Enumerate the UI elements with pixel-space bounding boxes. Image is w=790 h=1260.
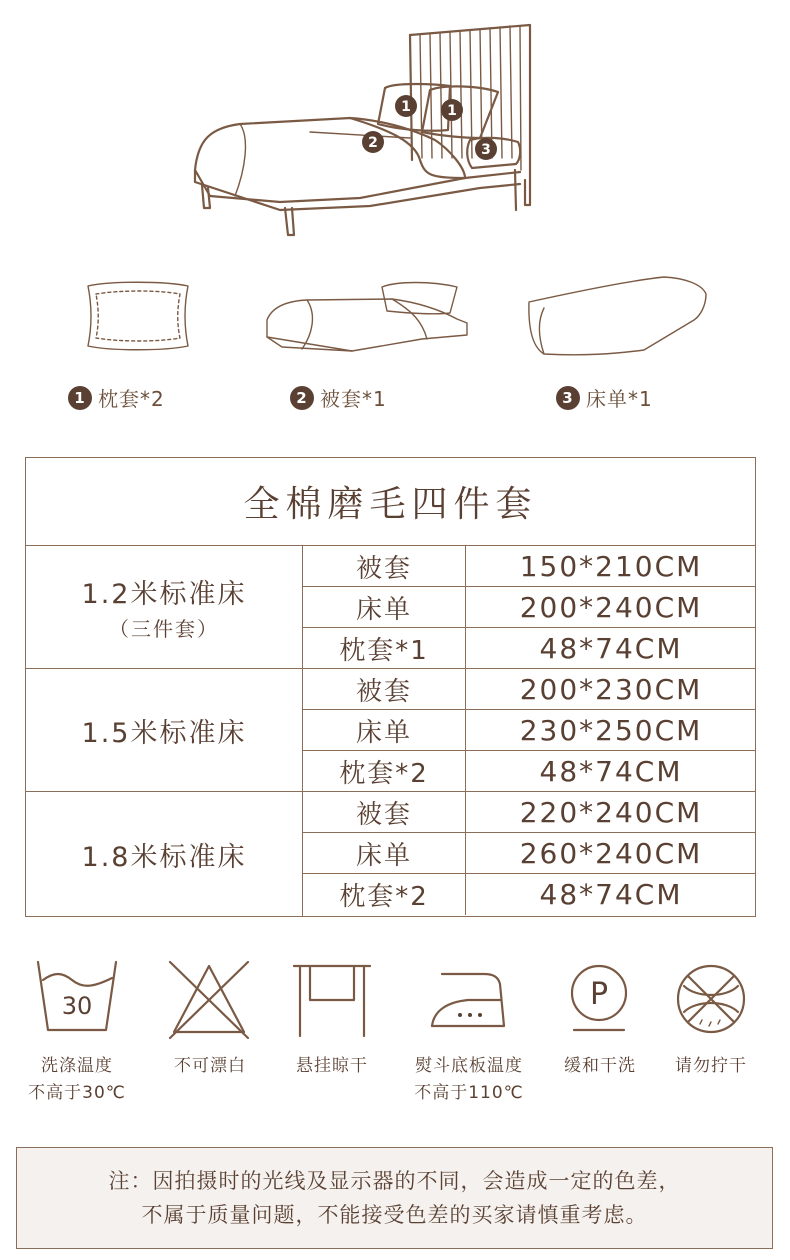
table-group-1-5m	[26, 669, 755, 792]
bed-illustration	[180, 20, 540, 240]
care-text-line1: 悬挂晾干	[296, 1056, 368, 1076]
item-text: 被套*1	[320, 387, 387, 411]
piece-name: 床单	[303, 587, 466, 627]
care-text-line2: 不高于110℃	[414, 1083, 524, 1103]
table-row	[303, 587, 756, 628]
table-group-1-2m	[26, 546, 755, 669]
duvet-cover-image	[262, 275, 472, 357]
color-disclaimer-note	[16, 1147, 773, 1249]
piece-size: 230*250CM	[519, 713, 703, 747]
bed-marker-pillow-2: 1	[447, 103, 457, 119]
piece-name: 枕套*2	[303, 874, 466, 915]
bed-marker-duvet: 2	[368, 135, 378, 151]
care-label-dryclean	[540, 1053, 660, 1080]
piece-size: 260*240CM	[519, 836, 703, 870]
no-wring-icon	[674, 962, 748, 1036]
piece-size: 150*210CM	[519, 549, 703, 583]
piece-size: 48*74CM	[539, 878, 683, 911]
table-row	[303, 751, 756, 792]
note-line1: 注：因拍摄时的光线及显示器的不同，会造成一定的色差，	[108, 1169, 681, 1193]
care-text-line1: 缓和干洗	[564, 1056, 636, 1076]
table-row	[303, 628, 756, 669]
num-badge: 1	[68, 386, 92, 410]
piece-name: 被套	[303, 792, 466, 832]
item-text: 枕套*2	[98, 387, 165, 411]
bed-size-label: 1.8米标准床	[81, 841, 247, 873]
table-row	[303, 546, 756, 587]
bed-marker-sheet: 3	[481, 142, 491, 158]
piece-name: 床单	[303, 833, 466, 873]
bed-size-cell	[26, 669, 303, 791]
piece-size: 48*74CM	[539, 755, 683, 788]
care-label-iron	[396, 1053, 542, 1107]
table-title: 全棉磨毛四件套	[26, 458, 755, 546]
piece-size: 200*240CM	[519, 590, 703, 624]
care-label-wring	[650, 1053, 772, 1080]
bed-size-sub: （三件套）	[109, 617, 219, 641]
care-text-line1: 洗涤温度	[41, 1056, 113, 1076]
item-label-pillowcase	[68, 383, 165, 412]
table-row	[303, 833, 756, 874]
piece-size: 220*240CM	[519, 795, 703, 829]
care-text-line1: 不可漂白	[174, 1056, 246, 1076]
item-label-sheet	[556, 383, 653, 412]
bed-size-label: 1.5米标准床	[81, 717, 247, 749]
piece-name: 被套	[303, 669, 466, 709]
care-text-line2: 不高于30℃	[28, 1083, 126, 1103]
bed-marker-pillow-1: 1	[401, 99, 411, 115]
hang-dry-icon	[290, 962, 374, 1038]
care-label-hang	[272, 1053, 392, 1080]
piece-name: 枕套*1	[303, 628, 466, 669]
wash-30-icon	[34, 958, 120, 1038]
table-row	[303, 792, 756, 833]
piece-name: 床单	[303, 710, 466, 750]
spec-table	[25, 457, 756, 917]
bed-size-cell	[26, 792, 303, 916]
piece-name: 枕套*2	[303, 751, 466, 792]
piece-size: 200*230CM	[519, 672, 703, 706]
fitted-sheet-image	[524, 272, 709, 362]
table-group-1-8m	[26, 792, 755, 916]
piece-name: 被套	[303, 546, 466, 586]
dry-clean-p-icon	[566, 962, 632, 1036]
pillowcase-image	[80, 278, 195, 353]
care-text-line1: 熨斗底板温度	[415, 1056, 523, 1076]
care-label-bleach	[150, 1053, 270, 1080]
item-label-duvet	[290, 383, 387, 412]
table-row	[303, 874, 756, 915]
dry-clean-letter: P	[589, 977, 609, 1012]
iron-low-icon	[428, 970, 508, 1032]
care-label-wash	[14, 1053, 140, 1107]
bed-size-label: 1.2米标准床	[81, 579, 247, 610]
bed-size-cell	[26, 546, 303, 668]
note-line2: 不属于质量问题，不能接受色差的买家请慎重考虑。	[141, 1203, 648, 1227]
item-text: 床单*1	[586, 387, 653, 411]
num-badge: 3	[556, 386, 580, 410]
no-bleach-icon	[166, 958, 252, 1042]
table-row	[303, 669, 756, 710]
piece-size: 48*74CM	[539, 632, 683, 665]
care-text-line1: 请勿拧干	[675, 1056, 747, 1076]
table-row	[303, 710, 756, 751]
num-badge: 2	[290, 386, 314, 410]
wash-temp-value: 30	[61, 992, 93, 1020]
